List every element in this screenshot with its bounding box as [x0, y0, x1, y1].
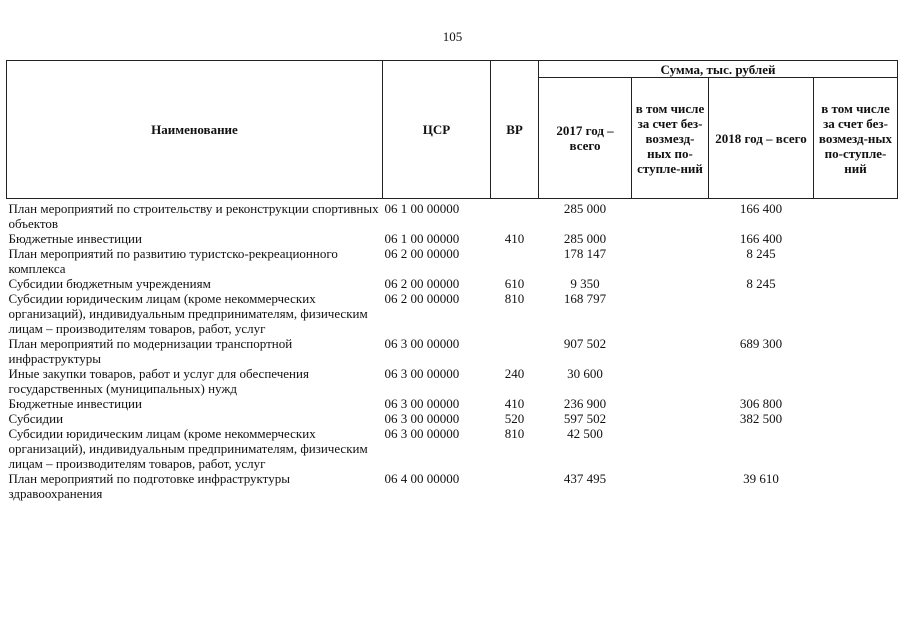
row-csr-code: 06 1 00 00000 — [384, 231, 460, 246]
table-row — [7, 411, 898, 426]
row-2018-total — [709, 291, 814, 336]
row-2018-grants — [814, 366, 898, 396]
row-2018-total: 166 400 — [739, 231, 783, 246]
row-2018-grants — [814, 231, 898, 246]
row-2017-total: 236 900 — [563, 396, 607, 411]
table-row — [7, 426, 898, 471]
row-name: Бюджетные инвестиции — [8, 231, 142, 246]
table-row — [7, 199, 898, 232]
row-2018-total — [709, 366, 814, 396]
row-2018-total — [709, 426, 814, 471]
row-vr-code — [491, 199, 539, 232]
row-2017-grants — [632, 426, 709, 471]
row-vr-code: 810 — [504, 291, 525, 306]
row-csr-code: 06 3 00 00000 — [384, 366, 460, 381]
row-vr-code: 240 — [504, 366, 525, 381]
table-row — [7, 291, 898, 336]
row-2018-grants — [814, 426, 898, 471]
page-number: 105 — [442, 29, 463, 44]
header-sum-group: Сумма, тыс. рублей — [539, 61, 898, 78]
row-vr-code — [491, 246, 539, 276]
row-vr-code: 810 — [504, 426, 525, 441]
header-2018-total: 2018 год – всего — [709, 78, 814, 199]
row-name: Бюджетные инвестиции — [8, 396, 142, 411]
row-2017-grants — [632, 396, 709, 411]
row-name: Субсидии — [8, 411, 64, 426]
row-2018-total: 306 800 — [739, 396, 783, 411]
header-2017-total: 2017 год – всего — [539, 78, 632, 199]
row-2017-total: 597 502 — [563, 411, 607, 426]
row-csr-code: 06 3 00 00000 — [384, 396, 460, 411]
row-2018-total: 8 245 — [746, 246, 776, 261]
row-2017-total: 178 147 — [563, 246, 607, 261]
header-name: Наименование — [7, 61, 383, 199]
header-2017-grants: в том числе за счет без-возмезд-ных по-ступле-ний — [632, 78, 709, 199]
table-row — [7, 276, 898, 291]
table-row — [7, 336, 898, 366]
header-csr: ЦСР — [383, 61, 491, 199]
row-name: Субсидии бюджетным учреждениям — [8, 276, 211, 291]
row-vr-code: 520 — [504, 411, 525, 426]
row-2017-total: 285 000 — [563, 231, 607, 246]
row-2018-grants — [814, 336, 898, 366]
row-name: Субсидии юридическим лицам (кроме некоммерческих организаций), индивидуальным предпринимателям, физическим лицам – производителям товаров, работ, услуг — [8, 291, 368, 336]
row-name: План мероприятий по подготовке инфраструктуры здравоохранения — [8, 471, 290, 501]
row-2018-total: 8 245 — [746, 276, 776, 291]
table-row — [7, 246, 898, 276]
header-vr: ВР — [491, 61, 539, 199]
table-body — [7, 199, 898, 502]
row-csr-code: 06 1 00 00000 — [384, 201, 460, 216]
header-2018-grants: в том числе за счет без-возмезд-ных по-ступле-ний — [814, 78, 898, 199]
table-row — [7, 366, 898, 396]
row-csr-code: 06 3 00 00000 — [384, 426, 460, 441]
row-2017-grants — [632, 471, 709, 501]
row-vr-code: 610 — [504, 276, 525, 291]
row-2017-grants — [632, 291, 709, 336]
row-2018-total: 689 300 — [739, 336, 783, 351]
row-2017-total: 30 600 — [567, 366, 603, 381]
table-header — [7, 61, 898, 199]
row-2018-total: 166 400 — [739, 201, 783, 216]
table-row — [7, 396, 898, 411]
row-csr-code: 06 2 00 00000 — [384, 291, 460, 306]
row-csr-code: 06 3 00 00000 — [384, 336, 460, 351]
row-vr-code — [491, 471, 539, 501]
table-row — [7, 471, 898, 501]
row-2017-grants — [632, 411, 709, 426]
row-2017-grants — [632, 199, 709, 232]
row-2018-grants — [814, 246, 898, 276]
row-2017-total: 9 350 — [570, 276, 600, 291]
row-2018-grants — [814, 471, 898, 501]
row-csr-code: 06 4 00 00000 — [384, 471, 460, 486]
row-name: План мероприятий по развитию туристско-рекреационного комплекса — [8, 246, 338, 276]
row-name: Субсидии юридическим лицам (кроме некоммерческих организаций), индивидуальным предпринимателям, физическим лицам – производителям товаров, работ, услуг — [8, 426, 368, 471]
row-2017-grants — [632, 246, 709, 276]
row-2018-total: 39 610 — [743, 471, 779, 486]
row-2017-grants — [632, 276, 709, 291]
row-csr-code: 06 2 00 00000 — [384, 276, 460, 291]
row-name: План мероприятий по модернизации транспортной инфраструктуры — [8, 336, 293, 366]
row-2017-total: 285 000 — [563, 201, 607, 216]
row-2017-total: 42 500 — [567, 426, 603, 441]
row-name: План мероприятий по строительству и реконструкции спортивных объектов — [8, 201, 379, 231]
row-name: Иные закупки товаров, работ и услуг для обеспечения государственных (муниципальных) нужд — [8, 366, 309, 396]
row-vr-code — [491, 336, 539, 366]
row-2017-total: 168 797 — [563, 291, 607, 306]
budget-table — [6, 60, 898, 501]
row-2017-grants — [632, 336, 709, 366]
row-2018-grants — [814, 411, 898, 426]
row-2018-grants — [814, 291, 898, 336]
row-2018-grants — [814, 396, 898, 411]
row-2018-grants — [814, 276, 898, 291]
row-2018-grants — [814, 199, 898, 232]
table-row — [7, 231, 898, 246]
row-2017-total: 907 502 — [563, 336, 607, 351]
row-2017-total: 437 495 — [563, 471, 607, 486]
row-2017-grants — [632, 366, 709, 396]
row-2017-grants — [632, 231, 709, 246]
row-csr-code: 06 2 00 00000 — [384, 246, 460, 261]
row-2018-total: 382 500 — [739, 411, 783, 426]
row-vr-code: 410 — [504, 231, 525, 246]
row-vr-code: 410 — [504, 396, 525, 411]
row-csr-code: 06 3 00 00000 — [384, 411, 460, 426]
